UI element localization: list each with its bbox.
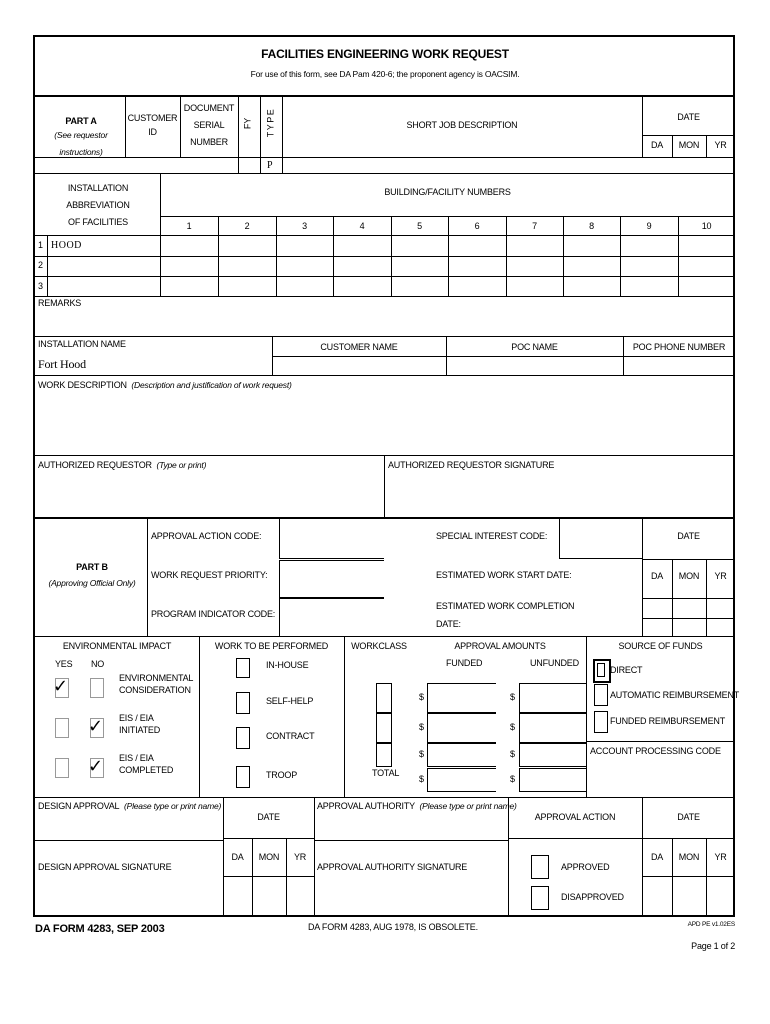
- customer-id-label-2: ID: [148, 127, 157, 137]
- fy-label: FY: [242, 117, 253, 130]
- funded-currency-3: $: [419, 749, 424, 759]
- self-help-checkbox[interactable]: [236, 692, 250, 714]
- poc-phone-label: POC PHONE NUMBER: [632, 342, 726, 352]
- in-house-checkbox[interactable]: [236, 658, 250, 678]
- workclass-field-1[interactable]: [376, 683, 392, 713]
- direct-checkbox-inner: [597, 663, 605, 677]
- doc-serial-label-3: NUMBER: [190, 137, 228, 147]
- building-col-5-label: 5: [417, 221, 422, 231]
- work-request-priority-label: WORK REQUEST PRIORITY:: [151, 570, 268, 580]
- date-da-b: DA: [650, 571, 664, 581]
- part-b-note: (Approving Official Only): [48, 578, 136, 588]
- env-consideration-label-1: ENVIRONMENTAL: [119, 673, 194, 683]
- remarks-label: REMARKS: [38, 298, 82, 308]
- funded-amount-field-1[interactable]: [427, 683, 496, 713]
- row-3-num: 3: [38, 281, 43, 291]
- part-b-label: PART B: [76, 562, 108, 572]
- date-mon-b: MON: [678, 571, 700, 581]
- approval-action-code-field[interactable]: [279, 518, 384, 559]
- unfunded-amount-field-1[interactable]: [519, 683, 586, 713]
- disapproved-label: DISAPPROVED: [561, 892, 624, 902]
- date-yr-b: YR: [714, 571, 727, 581]
- env-consideration-label-2: CONSIDERATION: [119, 685, 191, 695]
- eis-initiated-no-check-icon: ✓: [88, 716, 104, 737]
- approval-date-mon: MON: [678, 852, 700, 862]
- date-label-a: DATE: [677, 112, 700, 122]
- part-a-note-2: instructions): [59, 147, 103, 157]
- version-note: APD PE v1.02ES: [687, 921, 735, 928]
- approved-label: APPROVED: [561, 862, 610, 872]
- workclass-field-3[interactable]: [376, 743, 392, 767]
- building-col-4-label: 4: [359, 221, 365, 231]
- work-request-priority-field[interactable]: [279, 560, 384, 598]
- contract-label: CONTRACT: [266, 731, 315, 741]
- funded-amount-field-3[interactable]: [427, 743, 496, 767]
- workclass-field-2[interactable]: [376, 713, 392, 743]
- unfunded-amount-field-4[interactable]: [519, 768, 586, 792]
- eis-completed-label-2: COMPLETED: [119, 765, 174, 775]
- form-number: DA FORM 4283, SEP 2003: [35, 923, 165, 935]
- installation-name-label: INSTALLATION NAME: [38, 339, 126, 349]
- obsolete-note: DA FORM 4283, AUG 1978, IS OBSOLETE.: [308, 922, 478, 932]
- approval-amounts-label: APPROVAL AMOUNTS: [454, 641, 546, 651]
- env-impact-label: ENVIRONMENTAL IMPACT: [62, 641, 172, 651]
- design-approval-signature-label: DESIGN APPROVAL SIGNATURE: [38, 862, 172, 872]
- special-interest-label: SPECIAL INTEREST CODE:: [436, 531, 548, 541]
- direct-label: DIRECT: [610, 665, 643, 675]
- funded-label: FUNDED: [446, 658, 483, 668]
- building-numbers-label: BUILDING/FACILITY NUMBERS: [384, 187, 511, 197]
- date-yr-a: YR: [714, 140, 727, 150]
- unfunded-currency-2: $: [510, 722, 515, 732]
- building-col-7-label: 7: [532, 221, 537, 231]
- est-start-label: ESTIMATED WORK START DATE:: [436, 570, 572, 580]
- funded-currency-2: $: [419, 722, 424, 732]
- env-yes-label: YES: [55, 659, 73, 669]
- building-col-8-label: 8: [589, 221, 594, 231]
- row-1-abbrev[interactable]: HOOD: [51, 240, 82, 251]
- funded-reimb-label: FUNDED REIMBURSEMENT: [610, 716, 726, 726]
- authorized-requestor-label: AUTHORIZED REQUESTOR (Type or print): [38, 460, 207, 470]
- contract-checkbox[interactable]: [236, 727, 250, 749]
- approval-date-yr: YR: [714, 852, 727, 862]
- installation-name-value[interactable]: Fort Hood: [38, 357, 86, 371]
- building-col-3-label: 3: [302, 221, 307, 231]
- env-consideration-yes-check-icon: ✓: [53, 676, 69, 697]
- part-a-label: PART A: [65, 116, 97, 126]
- work-description-label: WORK DESCRIPTION (Description and justification of work request): [38, 380, 292, 390]
- design-date-da: DA: [231, 852, 244, 862]
- customer-id-label-1: CUSTOMER: [127, 113, 178, 123]
- type-label: TYPE: [265, 107, 276, 138]
- in-house-label: IN-HOUSE: [266, 660, 309, 670]
- poc-name-label: POC NAME: [511, 342, 558, 352]
- funded-currency-4: $: [419, 774, 424, 784]
- self-help-label: SELF-HELP: [266, 696, 314, 706]
- eis-initiated-label-1: EIS / EIA: [119, 713, 154, 723]
- auto-reimb-label: AUTOMATIC REIMBURSEMENT: [610, 690, 740, 700]
- est-completion-label-1: ESTIMATED WORK COMPLETION: [436, 601, 575, 611]
- approval-action-code-label: APPROVAL ACTION CODE:: [151, 531, 262, 541]
- troop-checkbox[interactable]: [236, 766, 250, 788]
- unfunded-currency-1: $: [510, 692, 515, 702]
- special-interest-field[interactable]: [559, 518, 643, 559]
- doc-serial-label-2: SERIAL: [193, 120, 225, 130]
- auto-reimb-checkbox[interactable]: [594, 684, 608, 706]
- funded-amount-field-4[interactable]: [427, 768, 496, 792]
- page-number: Page 1 of 2: [691, 941, 735, 951]
- workclass-total-label: TOTAL: [372, 768, 400, 778]
- row-1-num: 1: [38, 240, 43, 250]
- approval-authority-signature-label: APPROVAL AUTHORITY SIGNATURE: [317, 862, 468, 872]
- type-value: P: [267, 160, 273, 171]
- env-no-label: NO: [91, 659, 105, 669]
- authorized-signature-label: AUTHORIZED REQUESTOR SIGNATURE: [388, 460, 555, 470]
- install-abbrev-label-3: OF FACILITIES: [68, 217, 128, 227]
- date-mon-a: MON: [678, 140, 700, 150]
- design-approval-label: DESIGN APPROVAL (Please type or print name): [38, 801, 222, 811]
- approved-checkbox[interactable]: [531, 855, 549, 879]
- building-col-6-label: 6: [474, 221, 480, 231]
- approval-authority-label: APPROVAL AUTHORITY (Please type or print name): [317, 801, 517, 811]
- form-subtitle: For use of this form, see DA Pam 420-6; the proponent agency is OACSIM.: [250, 69, 520, 79]
- short-job-label: SHORT JOB DESCRIPTION: [406, 120, 518, 130]
- funded-currency-1: $: [419, 692, 424, 702]
- unfunded-amount-field-2[interactable]: [519, 713, 586, 743]
- unfunded-label: UNFUNDED: [530, 658, 579, 668]
- work-performed-label: WORK TO BE PERFORMED: [214, 641, 329, 651]
- design-date-label: DATE: [257, 812, 280, 822]
- disapproved-checkbox[interactable]: [531, 886, 549, 910]
- building-col-1-label: 1: [186, 221, 192, 231]
- doc-serial-label-1: DOCUMENT: [183, 103, 235, 113]
- funded-reimb-checkbox[interactable]: [594, 711, 608, 733]
- design-date-yr: YR: [293, 852, 307, 862]
- approval-date-label: DATE: [677, 812, 700, 822]
- approval-date-da: DA: [650, 852, 664, 862]
- workclass-label: WORKCLASS: [351, 641, 407, 651]
- install-abbrev-label-1: INSTALLATION: [67, 183, 129, 193]
- funded-amount-field-2[interactable]: [427, 713, 496, 743]
- unfunded-currency-4: $: [510, 774, 515, 784]
- form-title: FACILITIES ENGINEERING WORK REQUEST: [261, 47, 509, 61]
- eis-initiated-label-2: INITIATED: [119, 725, 161, 735]
- part-a-note-1: (See requestor: [54, 130, 108, 140]
- date-da-a: DA: [650, 140, 664, 150]
- customer-name-label: CUSTOMER NAME: [320, 342, 398, 352]
- date-label-b: DATE: [677, 531, 700, 541]
- building-col-10-label: 10: [701, 221, 712, 231]
- building-col-2-label: 2: [244, 221, 250, 231]
- approval-action-label: APPROVAL ACTION: [534, 812, 616, 822]
- troop-label: TROOP: [266, 770, 298, 780]
- eis-completed-no-check-icon: ✓: [88, 756, 104, 777]
- unfunded-currency-3: $: [510, 749, 515, 759]
- source-of-funds-label: SOURCE OF FUNDS: [618, 641, 703, 651]
- design-date-mon: MON: [258, 852, 280, 862]
- eis-completed-label-1: EIS / EIA: [119, 753, 154, 763]
- program-indicator-field[interactable]: [279, 598, 384, 636]
- install-abbrev-label-2: ABBREVIATION: [66, 200, 130, 210]
- eis-initiated-yes-checkbox[interactable]: [55, 718, 69, 738]
- env-consideration-no-checkbox[interactable]: [90, 678, 104, 698]
- program-indicator-label: PROGRAM INDICATOR CODE:: [151, 609, 276, 619]
- account-processing-code-label: ACCOUNT PROCESSING CODE: [590, 746, 721, 756]
- building-col-9-label: 9: [646, 221, 652, 231]
- row-2-num: 2: [38, 260, 43, 270]
- eis-completed-yes-checkbox[interactable]: [55, 758, 69, 778]
- unfunded-amount-field-3[interactable]: [519, 743, 586, 767]
- est-completion-label-2: DATE:: [436, 619, 461, 629]
